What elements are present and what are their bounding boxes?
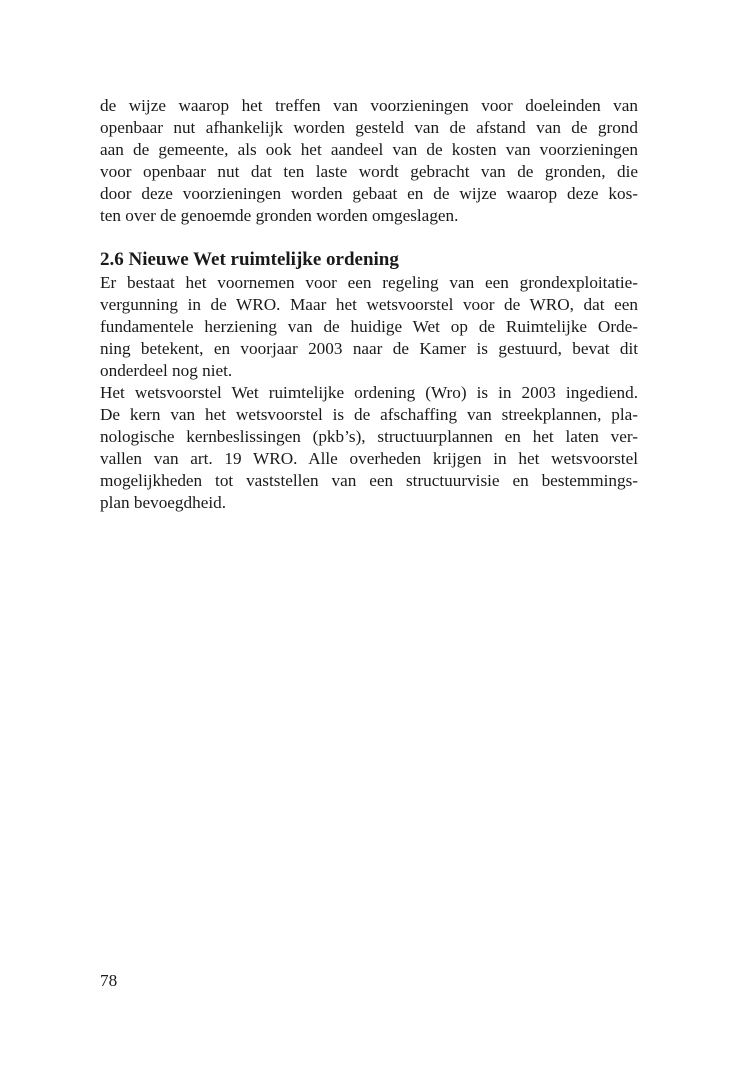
text-line: de wijze waarop het treffen van voorzieningen voor doeleinden van [100, 96, 638, 115]
text-line: fundamentele herziening van de huidige Wet op de Ruimtelijke Orde- [100, 317, 638, 336]
text-line: nologische kernbeslissingen (pkb’s), structuurplannen en het laten ver- [100, 427, 638, 446]
text-line: Er bestaat het voornemen voor een regeling van een grondexploitatie- [100, 273, 638, 292]
text-line: plan bevoegdheid. [100, 493, 227, 512]
text-line: openbaar nut afhankelijk worden gesteld van de afstand van de grond [100, 118, 638, 137]
text-line: De kern van het wetsvoorstel is de afschaffing van streekplannen, pla- [100, 405, 638, 424]
text-line: vergunning in de WRO. Maar het wetsvoorstel voor de WRO, dat een [100, 295, 638, 314]
section-body [100, 272, 638, 514]
text-line: Het wetsvoorstel Wet ruimtelijke ordening (Wro) is in 2003 ingediend. [100, 383, 638, 402]
text-line: ning betekent, en voorjaar 2003 naar de Kamer is gestuurd, bevat dit [100, 339, 638, 358]
text-line: mogelijkheden tot vaststellen van een structuurvisie en bestemmings- [100, 471, 638, 490]
text-line: ten over de genoemde gronden worden omgeslagen. [100, 206, 459, 225]
text-line: voor openbaar nut dat ten laste wordt gebracht van de gronden, die [100, 162, 638, 181]
text-line: aan de gemeente, als ook het aandeel van de kosten van voorzieningen [100, 140, 638, 159]
page-number: 78 [100, 971, 118, 990]
text-line: onderdeel nog niet. [100, 361, 233, 380]
section-heading: 2.6 Nieuwe Wet ruimtelijke ordening [100, 249, 399, 270]
text-line: vallen van art. 19 WRO. Alle overheden krijgen in het wetsvoorstel [100, 449, 638, 468]
text-line: door deze voorzieningen worden gebaat en de wijze waarop deze kos- [100, 184, 638, 203]
intro-paragraph [100, 95, 638, 227]
